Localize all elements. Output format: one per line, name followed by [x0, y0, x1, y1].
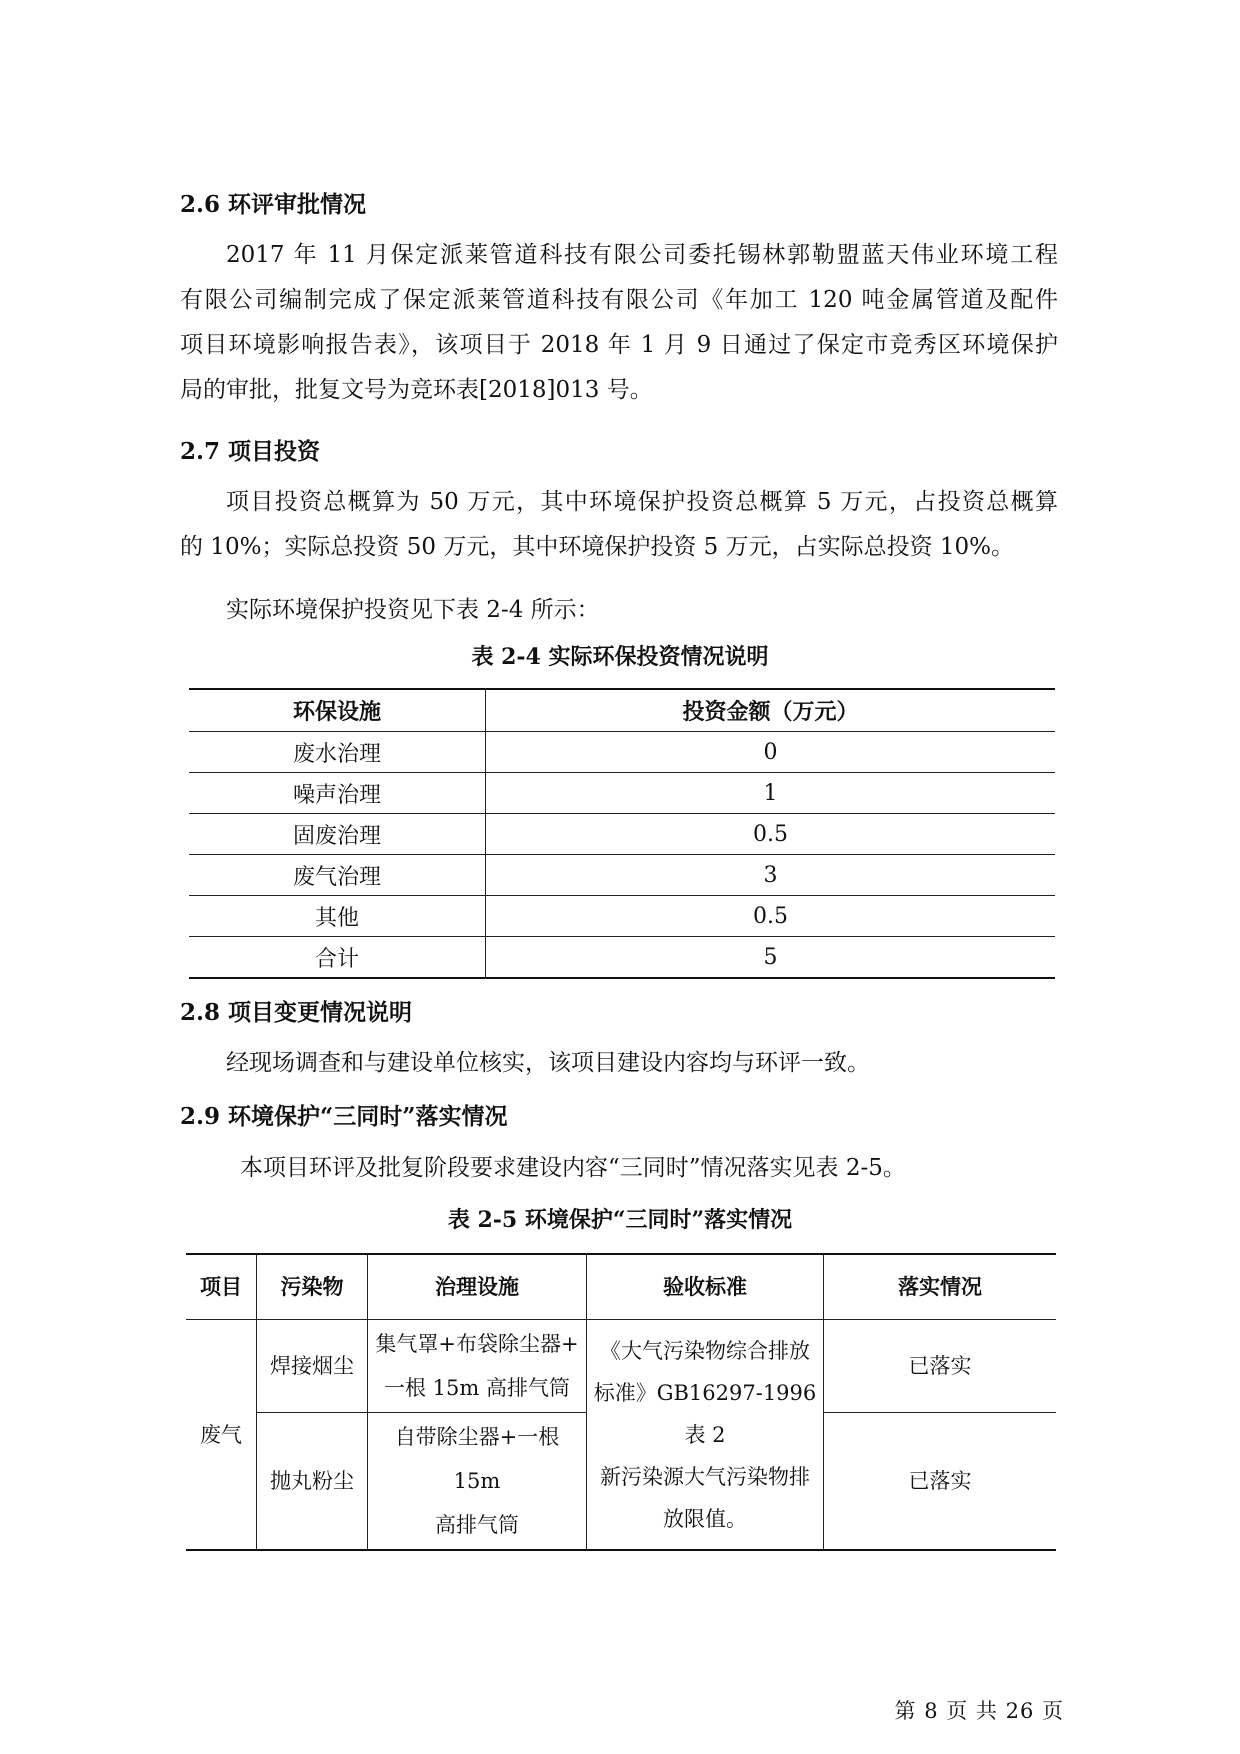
facility-line: 集气罩+布袋除尘器+	[375, 1332, 579, 1356]
amount-cell: 0	[486, 732, 1056, 773]
facility-cell	[368, 1413, 587, 1551]
facility-line: 一根 15m 高排气筒	[384, 1376, 570, 1400]
table-header-row	[189, 689, 1055, 732]
section-2-9-text: 本项目环评及批复阶段要求建设内容“三同时”情况落实见表 2-5。	[240, 1155, 906, 1181]
facility-cell: 固废治理	[189, 814, 486, 855]
header-standard: 验收标准	[587, 1254, 824, 1320]
section-2-8-heading: 2.8 项目变更情况说明	[180, 999, 413, 1026]
section-2-6-paragraph	[180, 233, 1058, 413]
header-pollutant: 污染物	[257, 1254, 368, 1320]
amount-cell: 3	[486, 855, 1056, 896]
section-2-9-heading: 2.9 环境保护“三同时”落实情况	[180, 1103, 508, 1130]
header-amount: 投资金额（万元）	[486, 689, 1056, 732]
section-2-7-paragraph	[180, 480, 1058, 570]
section-2-6-heading: 2.6 环评审批情况	[180, 191, 367, 218]
header-facility: 环保设施	[189, 689, 486, 732]
table-2-4-caption: 表 2-4 实际环保投资情况说明	[471, 644, 769, 670]
facility-line: 自带除尘器+一根 15m	[394, 1425, 560, 1493]
paragraph-line: 的 10%；实际总投资 50 万元，其中环境保护投资 5 万元，占实际总投资 10%。	[180, 534, 1015, 560]
table-2-4-intro: 实际环境保护投资见下表 2-4 所示：	[226, 597, 600, 623]
table-row	[189, 814, 1055, 855]
standard-line: 放限值。	[663, 1506, 747, 1531]
table-2-5-caption: 表 2-5 环境保护“三同时”落实情况	[447, 1207, 793, 1233]
amount-cell: 5	[486, 937, 1056, 979]
paragraph-line: 项目环境影响报告表》，该项目于 2018 年 1 月 9 日通过了保定市竞秀区环境保护	[180, 332, 1058, 358]
header-facility: 治理设施	[368, 1254, 587, 1320]
header-status: 落实情况	[824, 1254, 1057, 1320]
pollutant-cell: 抛丸粉尘	[257, 1413, 368, 1551]
standard-cell	[587, 1320, 824, 1551]
paragraph-line: 2017 年 11 月保定派莱管道科技有限公司委托锡林郭勒盟蓝天伟业环境工程	[226, 242, 1058, 268]
category-cell: 废气	[186, 1320, 257, 1551]
header-item: 项目	[186, 1254, 257, 1320]
investment-table	[189, 688, 1055, 979]
table-row	[189, 937, 1055, 979]
paragraph-line: 项目投资总概算为 50 万元，其中环境保护投资总概算 5 万元，占投资总概算	[226, 489, 1058, 515]
facility-cell: 其他	[189, 896, 486, 937]
facility-cell: 废水治理	[189, 732, 486, 773]
standard-line: 新污染源大气污染物排	[600, 1464, 810, 1489]
table-row	[189, 896, 1055, 937]
standard-line: 《大气污染物综合排放	[600, 1338, 810, 1363]
table-row	[189, 732, 1055, 773]
facility-cell	[368, 1320, 587, 1413]
facility-line: 高排气筒	[435, 1513, 519, 1537]
three-simultaneous-table	[186, 1253, 1056, 1551]
facility-cell: 合计	[189, 937, 486, 979]
amount-cell: 1	[486, 773, 1056, 814]
status-cell: 已落实	[824, 1320, 1057, 1413]
section-2-8-text: 经现场调查和与建设单位核实，该项目建设内容均与环评一致。	[226, 1050, 870, 1076]
standard-line: 标准》GB16297-1996 表 2	[593, 1380, 817, 1447]
section-2-7-heading: 2.7 项目投资	[180, 438, 321, 465]
amount-cell: 0.5	[486, 896, 1056, 937]
table-header-row	[186, 1254, 1056, 1320]
page-number: 第 8 页 共 26 页	[894, 1699, 1064, 1723]
table-row	[189, 773, 1055, 814]
amount-cell: 0.5	[486, 814, 1056, 855]
paragraph-line: 有限公司编制完成了保定派莱管道科技有限公司《年加工 120 吨金属管道及配件	[180, 287, 1058, 313]
facility-cell: 噪声治理	[189, 773, 486, 814]
facility-cell: 废气治理	[189, 855, 486, 896]
status-cell: 已落实	[824, 1413, 1057, 1551]
pollutant-cell: 焊接烟尘	[257, 1320, 368, 1413]
paragraph-line: 局的审批，批复文号为竞环表[2018]013 号。	[180, 377, 653, 403]
table-row	[189, 855, 1055, 896]
table-row	[186, 1320, 1056, 1413]
